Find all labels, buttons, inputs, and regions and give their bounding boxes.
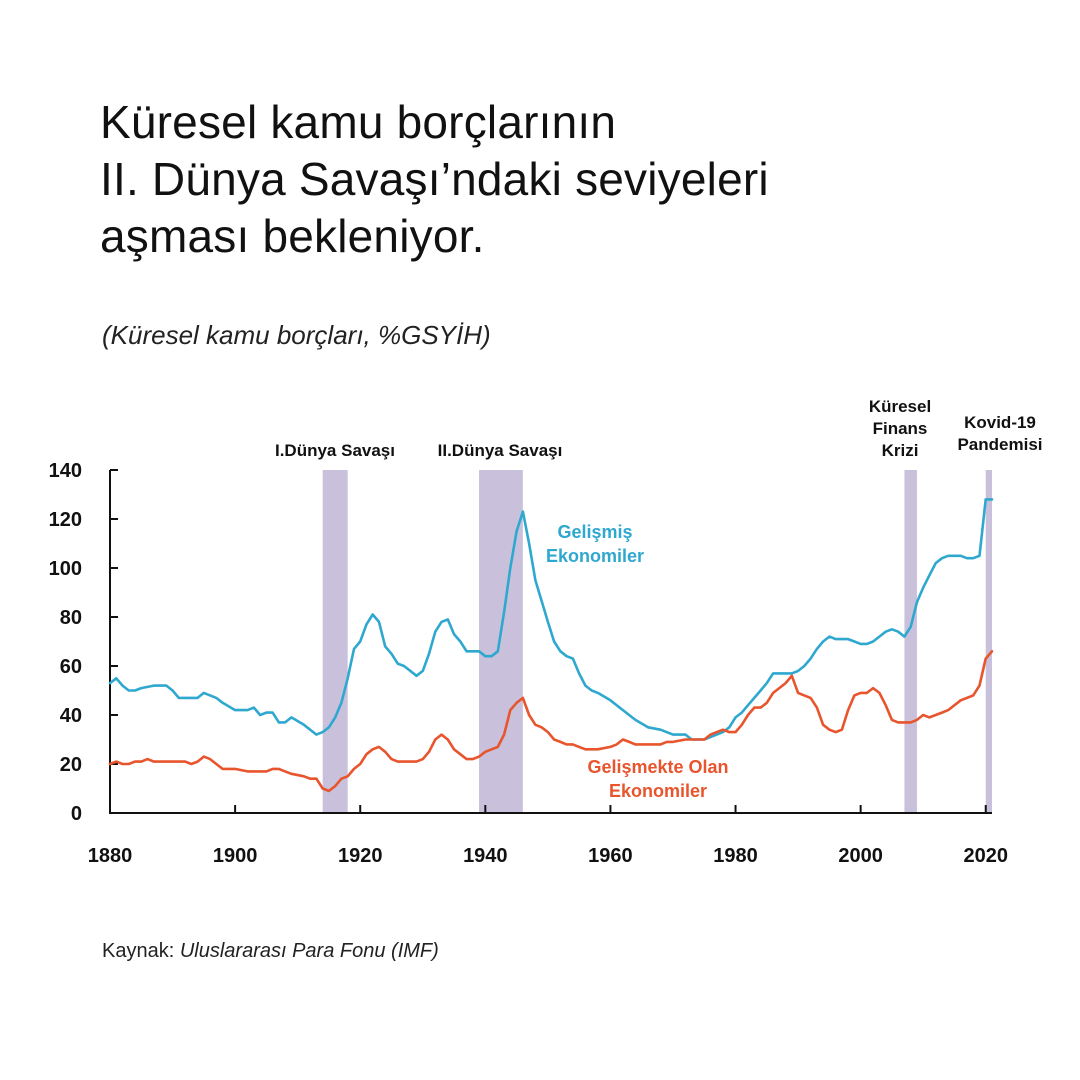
shaded-period-label xyxy=(957,413,1042,454)
y-tick-label: 40 xyxy=(59,705,82,727)
series-label xyxy=(546,522,644,566)
series-label xyxy=(587,757,728,801)
chart-title xyxy=(100,94,1000,265)
shaded-period-band xyxy=(986,470,992,813)
x-tick-label: 1900 xyxy=(212,845,258,867)
y-tick-label: 100 xyxy=(48,558,82,580)
source-value: Uluslararası Para Fonu (IMF) xyxy=(179,940,439,962)
chart-subtitle: (Küresel kamu borçları, %GSYİH) xyxy=(102,320,491,350)
annotation-labels xyxy=(275,397,1043,801)
shaded-period-band xyxy=(904,470,917,813)
x-tick-label: 2000 xyxy=(838,845,883,867)
label-line: Krizi xyxy=(881,441,919,460)
axes xyxy=(49,460,1008,867)
x-tick-label: 2020 xyxy=(963,845,1008,867)
shaded-period-band xyxy=(479,470,523,813)
label-line: Gelişmiş xyxy=(557,522,633,542)
y-tick-label: 60 xyxy=(59,656,82,678)
y-tick-label: 80 xyxy=(59,607,82,629)
y-tick-label: 0 xyxy=(70,803,82,825)
label-line: Ekonomiler xyxy=(545,546,645,566)
label-line: Küresel xyxy=(868,397,932,416)
x-tick-label: 1980 xyxy=(713,845,758,867)
title-line: Küresel kamu borçlarının xyxy=(100,96,617,148)
title-line: aşması bekleniyor. xyxy=(100,210,485,262)
series-lines xyxy=(110,499,992,791)
series-line xyxy=(110,651,992,791)
x-tick-label: 1960 xyxy=(588,845,633,867)
label-line: I.Dünya Savaşı xyxy=(274,441,396,460)
x-tick-label: 1920 xyxy=(337,845,383,867)
debt-chart xyxy=(0,380,1080,880)
label-line: Kovid-19 xyxy=(964,413,1036,432)
shaded-period-label xyxy=(438,441,563,460)
label-line: II.Dünya Savaşı xyxy=(437,441,563,460)
source-label: Kaynak: xyxy=(102,940,175,962)
shaded-period-label xyxy=(869,397,931,460)
y-tick-label: 140 xyxy=(48,460,82,482)
source-note xyxy=(102,940,439,963)
y-tick-label: 20 xyxy=(59,754,82,776)
label-line: Finans xyxy=(872,419,928,438)
label-line: Pandemisi xyxy=(957,435,1043,454)
shaded-period-label xyxy=(275,441,395,460)
x-tick-label: 1880 xyxy=(87,845,133,867)
x-tick-label: 1940 xyxy=(463,845,508,867)
shaded-period-band xyxy=(323,470,348,813)
label-line: Gelişmekte Olan xyxy=(587,757,729,777)
series-line xyxy=(110,499,992,739)
title-line: II. Dünya Savaşı’ndaki seviyeleri xyxy=(100,153,769,205)
y-tick-label: 120 xyxy=(48,509,82,531)
label-line: Ekonomiler xyxy=(608,781,708,801)
